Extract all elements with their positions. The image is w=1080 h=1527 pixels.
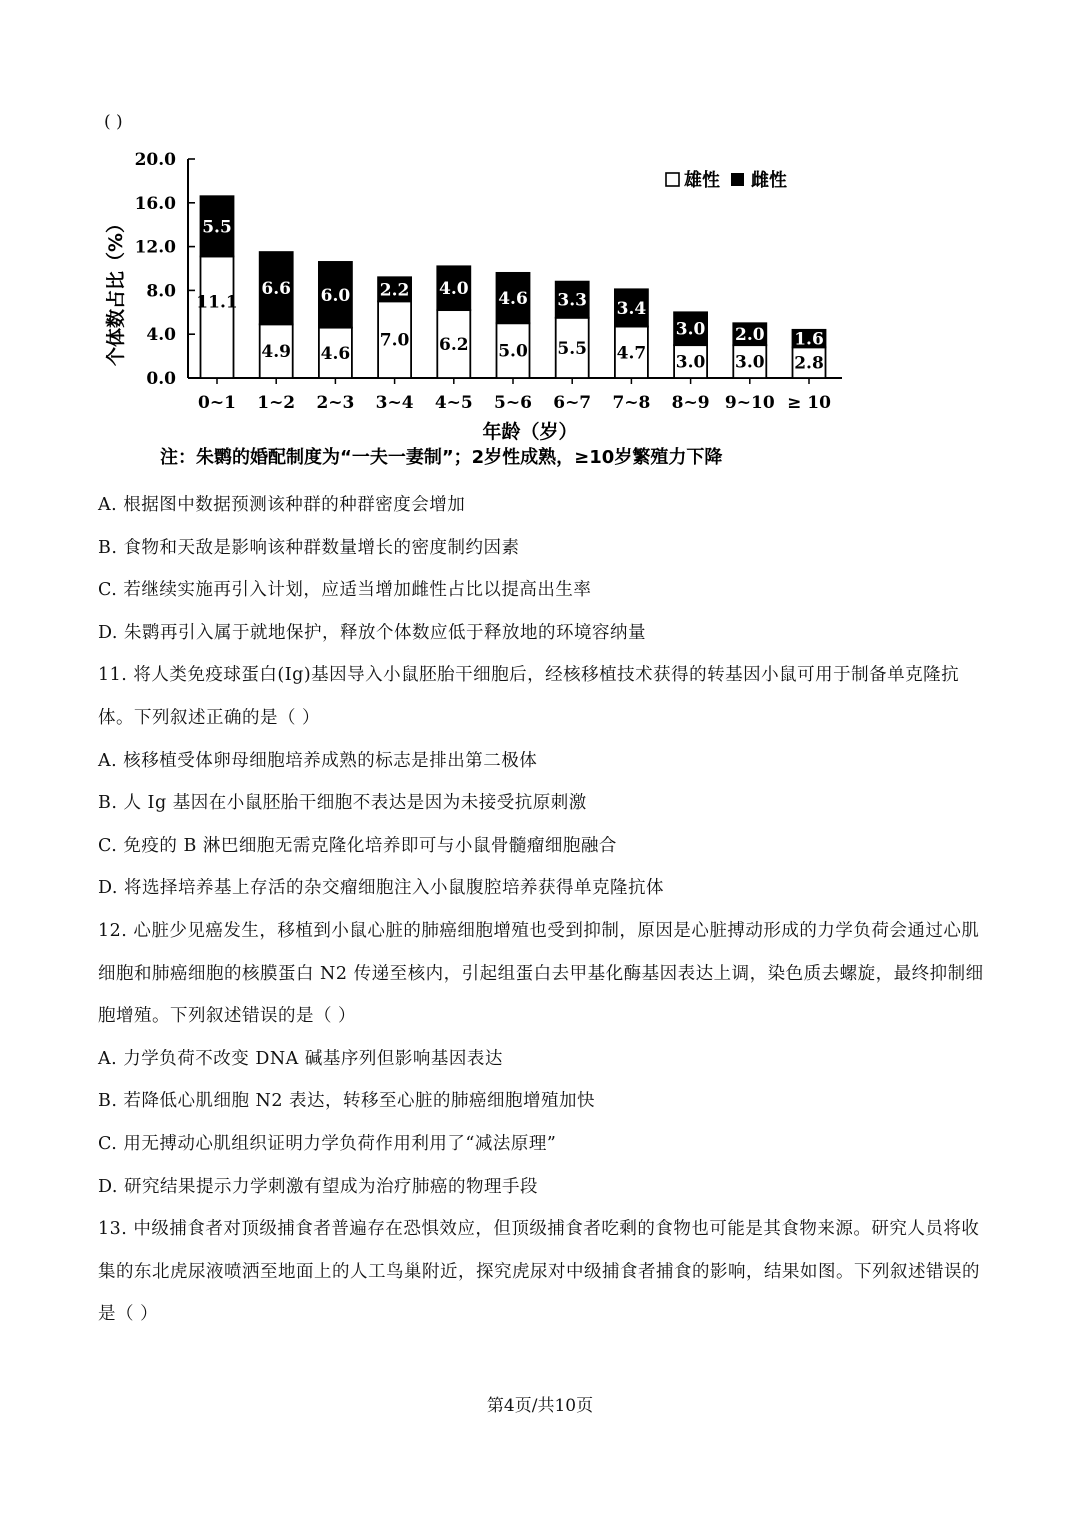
value-label-male: 3.0 — [675, 352, 706, 373]
value-label-female: 2.2 — [379, 280, 410, 301]
value-label-male: 4.6 — [320, 343, 351, 364]
value-label-female: 2.0 — [735, 325, 765, 346]
q12-option-b: B. 若降低心肌细胞 N2 表达，转移至心脏的肺癌细胞增殖加快 — [98, 1091, 596, 1112]
x-tick-label: 4~5 — [434, 393, 473, 413]
x-tick-label: 6~7 — [553, 393, 592, 413]
answer-blank: ( ) — [104, 112, 123, 132]
value-label-male: 3.0 — [735, 352, 765, 373]
q12-option-a: A. 力学负荷不改变 DNA 碱基序列但影响基因表达 — [98, 1048, 503, 1069]
value-label-male: 4.7 — [616, 343, 647, 364]
legend-female-swatch — [731, 173, 744, 186]
q10-option-a: A. 根据图中数据预测该种群的种群密度会增加 — [98, 495, 466, 515]
value-label-female: 5.5 — [202, 217, 232, 238]
q11-option-b: B. 人 Ig 基因在小鼠胚胎干细胞不表达是因为未接受抗原刺激 — [98, 793, 587, 814]
y-tick-label: 4.0 — [146, 325, 176, 346]
value-label-male: 6.2 — [439, 335, 469, 356]
value-label-female: 6.6 — [261, 279, 291, 300]
page-footer: 第4页/共10页 — [486, 1396, 594, 1416]
y-tick-label: 20.0 — [134, 150, 176, 170]
y-tick-label: 0.0 — [146, 369, 176, 389]
question-body — [98, 484, 988, 1336]
chart-svg — [100, 140, 860, 480]
y-tick-label: 16.0 — [134, 193, 176, 214]
x-axis-label: 年龄（岁） — [482, 421, 578, 443]
value-label-male: 7.0 — [379, 330, 410, 351]
chart-note: 注：朱鹮的婚配制度为“一夫一妻制”；2岁性成熟，≥10岁繁殖力下降 — [160, 447, 723, 468]
q12-option-d: D. 研究结果提示力学刺激有望成为治疗肺癌的物理手段 — [98, 1176, 539, 1197]
q11-option-d: D. 将选择培养基上存活的杂交瘤细胞注入小鼠腹腔培养获得单克隆抗体 — [98, 878, 665, 899]
legend-male-swatch — [666, 173, 679, 186]
x-tick-label: 0~1 — [198, 393, 236, 413]
x-tick-label: 5~6 — [494, 393, 532, 413]
q10-option-c: C. 若继续实施再引入计划，应适当增加雌性占比以提高出生率 — [98, 580, 592, 601]
value-label-female: 3.4 — [616, 298, 647, 319]
value-label-female: 4.0 — [439, 279, 469, 300]
x-tick-label: 3~4 — [375, 393, 414, 413]
x-tick-label: 2~3 — [316, 393, 355, 413]
y-tick-label: 12.0 — [134, 237, 176, 258]
q10-option-b: B. 食物和天敌是影响该种群数量增长的密度制约因素 — [98, 537, 520, 558]
y-tick-label: 8.0 — [146, 281, 176, 302]
q11-option-c: C. 免疫的 B 淋巴细胞无需克隆化培养即可与小鼠骨髓瘤细胞融合 — [98, 835, 617, 856]
value-label-male: 11.1 — [196, 292, 238, 313]
value-label-female: 1.6 — [794, 329, 824, 350]
y-axis-label: 个体数占比（%） — [105, 213, 127, 367]
bar-male — [201, 256, 234, 378]
value-label-female: 6.0 — [320, 285, 351, 306]
legend-male-label: 雄性 — [684, 170, 720, 191]
value-label-male: 5.5 — [557, 338, 587, 359]
q10-option-d: D. 朱鹮再引入属于就地保护，释放个体数应低于释放地的环境容纳量 — [98, 622, 647, 643]
x-tick-label: 8~9 — [671, 393, 710, 413]
q12-stem: 12. 心脏少见癌发生，移植到小鼠心脏的肺癌细胞增殖也受到抑制，原因是心脏搏动形成的力学负荷会通过心肌细胞和肺癌细胞的核膜蛋白 N2 传递至核内，引起组蛋白去甲基化酶基因表达上调，染色质去螺旋，最终抑制细胞增殖。下列叙述错误的是（ ） — [98, 920, 984, 1027]
x-tick-label: ≥ 10 — [787, 393, 831, 413]
value-label-female: 3.3 — [557, 290, 587, 311]
value-label-male: 5.0 — [498, 341, 528, 362]
q13-stem: 13. 中级捕食者对顶级捕食者普遍存在恐惧效应，但顶级捕食者吃剩的食物也可能是其食物来源。研究人员将收集的东北虎尿液喷洒至地面上的人工鸟巢附近，探究虎尿对中级捕食者捕食的影响，结果如图。下列叙述错误的是（ ） — [98, 1219, 980, 1325]
legend-female-label: 雌性 — [751, 170, 787, 191]
q12-option-c: C. 用无搏动心肌组织证明力学负荷作用利用了“减法原理” — [98, 1133, 557, 1154]
age-structure-chart — [100, 140, 860, 480]
q11-stem: 11. 将人类免疫球蛋白(Ig)基因导入小鼠胚胎干细胞后，经核移植技术获得的转基因小鼠可用于制备单克隆抗体。下列叙述正确的是（ ） — [98, 665, 960, 728]
x-tick-label: 7~8 — [612, 393, 651, 413]
value-label-male: 2.8 — [794, 353, 824, 374]
value-label-female: 4.6 — [498, 289, 528, 310]
value-label-female: 3.0 — [675, 319, 706, 340]
q11-option-a: A. 核移植受体卵母细胞培养成熟的标志是排出第二极体 — [98, 750, 538, 771]
x-tick-label: 1~2 — [257, 393, 296, 413]
x-tick-label: 9~10 — [724, 393, 775, 413]
chart-legend — [666, 169, 787, 191]
value-label-male: 4.9 — [261, 342, 291, 363]
